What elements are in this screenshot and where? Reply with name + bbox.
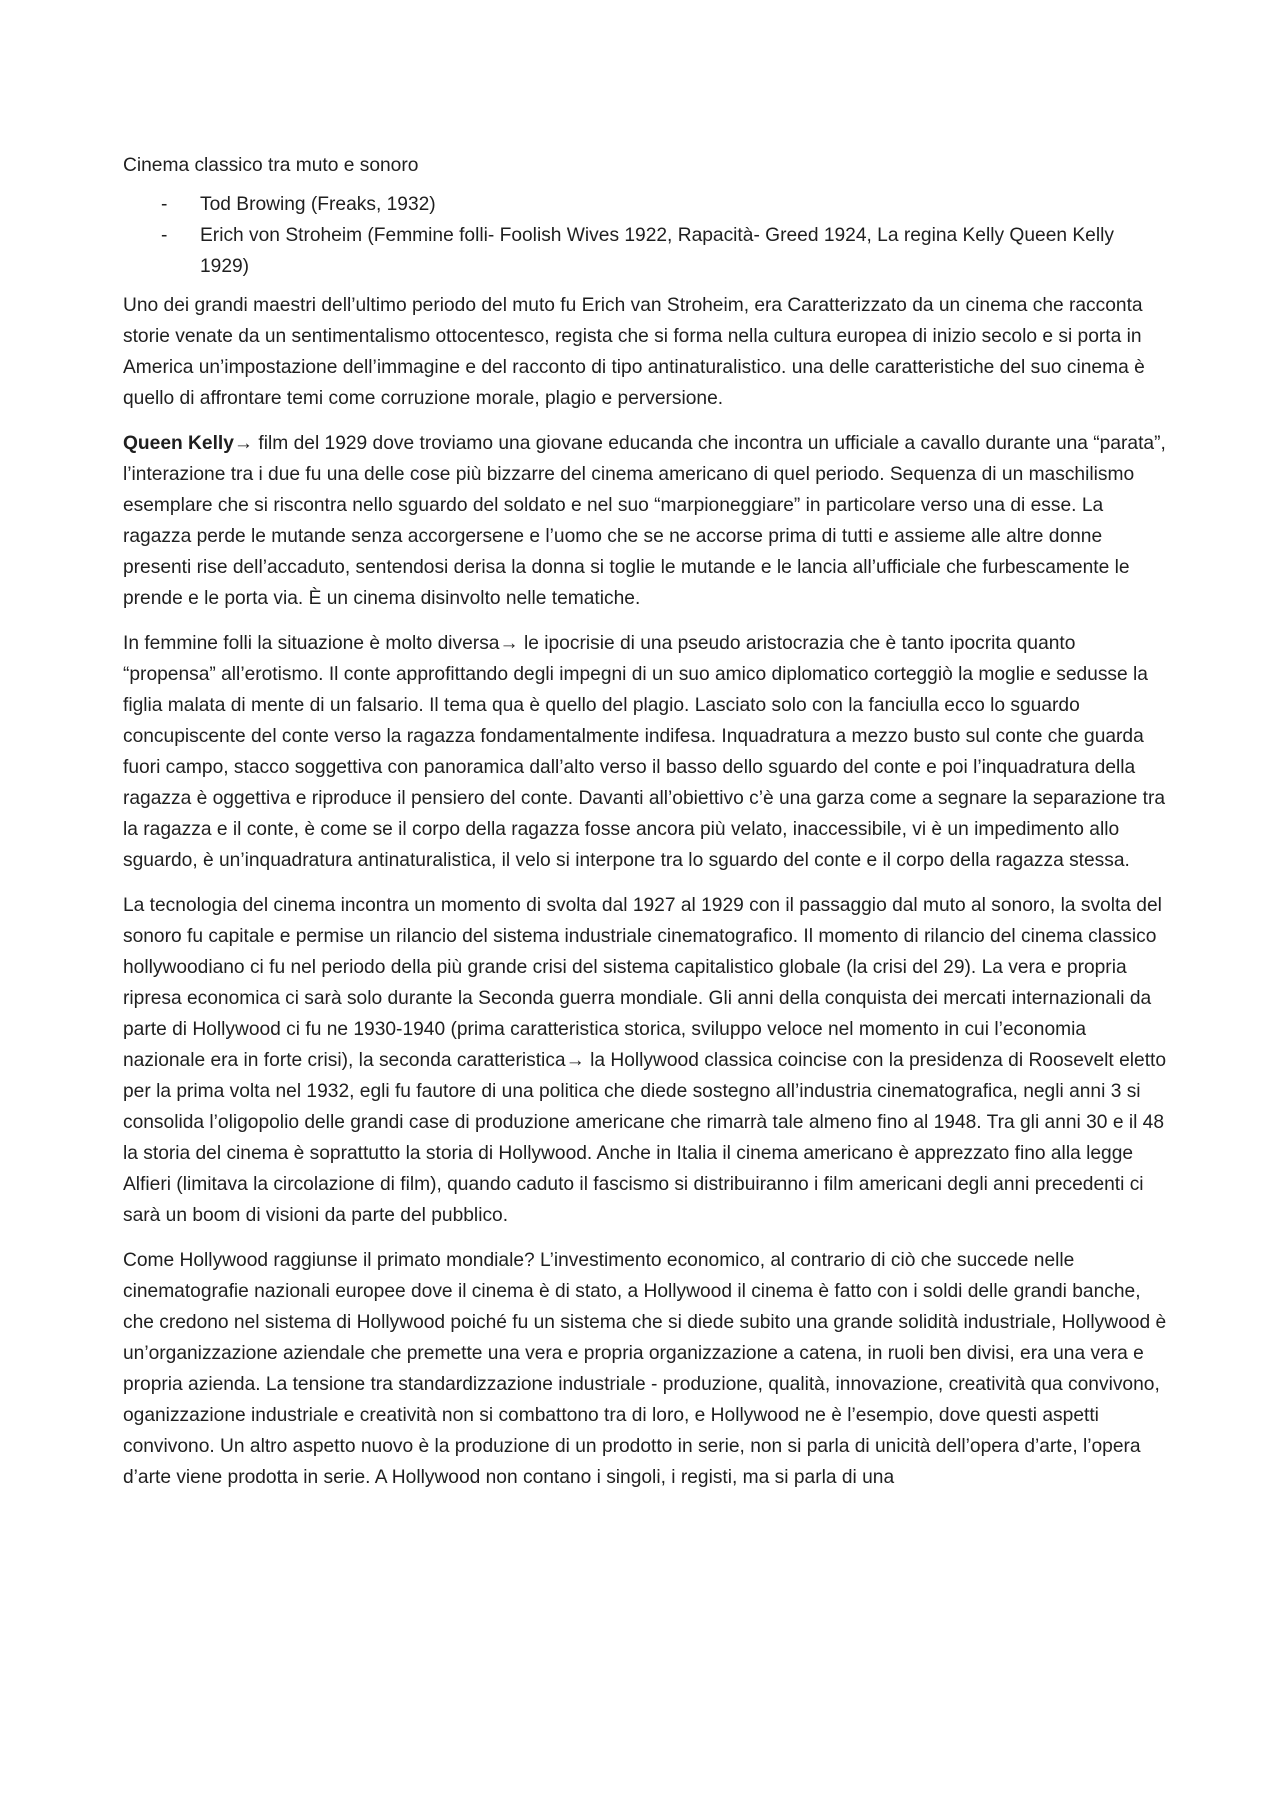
dash-marker: - [161,194,168,215]
dash-marker: - [161,225,168,246]
paragraph-femmine-folli [123,628,1168,876]
list-item [123,220,1168,282]
paragraph-text: film del 1929 dove troviamo una giovane educanda che incontra un ufficiale a cavallo durante una “parata”, l’interazione tra i due fu una delle cose più bizzarre del cinema americano di quel periodo. Sequenza di un maschilismo esemplare che si riscontra nello sguardo del soldato e nel suo “marpioneggiare” in particolare verso una di esse. La ragazza perde le mutande senza accorgersene e l’uomo che se ne accorse prima di tutti e assieme alle altre donne presenti rise dell’accaduto, sentendosi derisa la donna si toglie le mutande e le lancia all’ufficiale che furbescamente le prende e le porta via. È un cinema disinvolto nelle tematiche. [123,433,1166,609]
arrow-right-icon: → [499,633,519,654]
paragraph-text: Uno dei grandi maestri dell’ultimo periodo del muto fu Erich van Stroheim, era Caratterizzato da un cinema che racconta storie venate da un sentimentalismo ottocentesco, regista che si forma nella cultura europea di inizio secolo e si porta in America un’impostazione dell’immagine e del racconto di tipo antinaturalistico. una delle caratteristiche del suo cinema è quello di affrontare temi come corruzione morale, plagio e perversione. [123,295,1145,409]
list-item [123,189,1168,220]
queen-kelly-heading: Queen Kelly [123,433,234,454]
paragraph-text: le ipocrisie di una pseudo aristocrazia che è tanto ipocrita quanto “propensa” all’erotismo. Il conte approfittando degli impegni di un suo amico diplomatico corteggiò la moglie e sedusse la figlia malata di mente di un falsario. Il tema qua è quello del plagio. Lasciato solo con la fanciulla ecco lo sguardo concupiscente del conte verso la ragazza fondamentalmente indifesa. Inquadratura a mezzo busto sul conte che guarda fuori campo, stacco soggettiva con panoramica dall’alto verso il basso dello sguardo del conte e poi l’inquadratura della ragazza è oggettiva e riproduce il pensiero del conte. Davanti all’obiettivo c’è una garza come a segnare la separazione tra la ragazza e il conte, è come se il corpo della ragazza fosse ancora più velato, inaccessibile, vi è un impedimento allo sguardo, è un’inquadratura antinaturalistica, il velo si interpone tra lo sguardo del conte e il corpo della ragazza stessa. [123,633,1166,871]
list-item-text: Tod Browing (Freaks, 1932) [200,194,436,215]
paragraph-stroheim [123,290,1168,414]
paragraph-sonoro [123,890,1168,1231]
arrow-right-icon: → [233,433,254,454]
paragraph-hollywood [123,1245,1168,1493]
film-list [123,189,1168,282]
paragraph-text: la Hollywood classica coincise con la presidenza di Roosevelt eletto per la prima volta nel 1932, egli fu fautore di una politica che diede sostegno all’industria cinematografica, negli anni 3 si consolida l’oligopolio delle grandi case di produzione americane che rimarrà tale almeno fino al 1948. Tra gli anni 30 e il 48 la storia del cinema è soprattutto la storia di Hollywood. Anche in Italia il cinema americano è apprezzato fino alla legge Alfieri (limitava la circolazione di film), quando caduto il fascismo si distribuiranno i film americani degli anni precedenti ci sarà un boom di visioni da parte del pubblico. [123,1050,1167,1226]
paragraph-text: Come Hollywood raggiunse il primato mondiale? L’investimento economico, al contrario di ciò che succede nelle cinematografie nazionali europee dove il cinema è di stato, a Hollywood il cinema è fatto con i soldi delle grandi banche, che credono nel sistema di Hollywood poiché fu un sistema che si diede subito una grande solidità industriale, Hollywood è un’organizzazione aziendale che premette una vera e propria organizzazione a catena, in ruoli ben divisi, era una vera e propria azienda. La tensione tra standardizzazione industriale - produzione, qualità, innovazione, creatività qua convivono, oganizzazione industriale e creatività non si combattono tra di loro, e Hollywood ne è l’esempio, dove questi aspetti convivono. Un altro aspetto nuovo è la produzione di un prodotto in serie, non si parla di unicità dell’opera d’arte, l’opera d’arte viene prodotta in serie. A Hollywood non contano i singoli, i registi, ma si parla di una [123,1250,1167,1488]
paragraph-queen-kelly [123,428,1168,614]
arrow-right-icon: → [565,1050,585,1071]
document-body [123,150,1168,1507]
paragraph-text: La tecnologia del cinema incontra un momento di svolta dal 1927 al 1929 con il passaggio dal muto al sonoro, la svolta del sonoro fu capitale e permise un rilancio del sistema industriale cinematografico. Il momento di rilancio del cinema classico hollywoodiano ci fu nel periodo della più grande crisi del sistema capitalistico globale (la crisi del 29). La vera e propria ripresa economica ci sarà solo durante la Seconda guerra mondiale. Gli anni della conquista dei mercati internazionali da parte di Hollywood ci fu ne 1930-1940 (prima caratteristica storica, sviluppo veloce nel momento in cui l’economia nazionale era in forte crisi), la seconda caratteristica [123,895,1162,1071]
document-title: Cinema classico tra muto e sonoro [123,155,419,176]
list-item-text: Erich von Stroheim (Femmine folli- Foolish Wives 1922, Rapacità- Greed 1924, La regina Kelly Queen Kelly 1929) [200,225,1114,277]
paragraph-text: In femmine folli la situazione è molto diversa [123,633,500,654]
